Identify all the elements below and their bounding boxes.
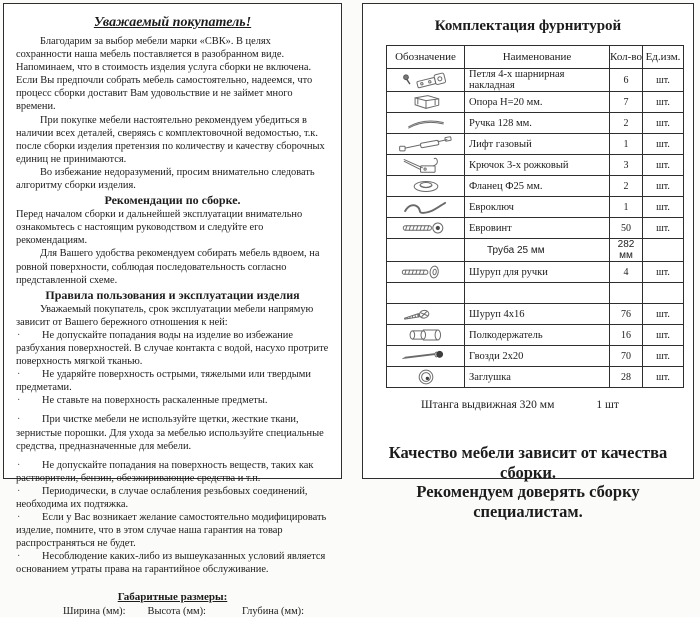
table-row	[387, 262, 684, 283]
table-row	[387, 69, 684, 92]
page-title: Уважаемый покупатель!	[93, 15, 252, 30]
item-name: Труба 25 мм	[465, 239, 610, 262]
bullet-marker: ·	[17, 369, 21, 381]
extra-item-name: Штанга выдвижная 320 мм	[421, 399, 555, 411]
item-unit	[643, 283, 684, 304]
table-row	[387, 218, 684, 239]
rule-item	[16, 394, 329, 407]
item-qty: 76	[610, 304, 643, 325]
gas-lift-icon	[387, 134, 465, 155]
rule-item	[16, 329, 329, 368]
table-row	[387, 325, 684, 346]
bullet-marker: ·	[17, 414, 21, 426]
table-row	[387, 346, 684, 367]
left-page-body	[16, 35, 329, 577]
item-unit: шт.	[643, 92, 684, 113]
table-row	[387, 283, 684, 304]
empty-icon-cell	[387, 283, 465, 304]
item-unit: шт.	[643, 176, 684, 197]
item-name: Фланец Ф25 мм.	[465, 176, 610, 197]
item-qty: 50	[610, 218, 643, 239]
paragraph: При покупке мебели настоятельно рекомендуем убедиться в наличии всех деталей, сверяясь с комплектовочной ведомостью, т.к. после сборки изделия претензия по количеству и качеству сборочных единиц не принимаются.	[16, 114, 325, 165]
item-qty: 2	[610, 113, 643, 134]
item-unit: шт.	[643, 69, 684, 92]
item-name: Шуруп для ручки	[465, 262, 610, 283]
item-name: Полкодержатель	[465, 325, 610, 346]
bullet-marker: ·	[17, 329, 21, 341]
item-name: Евроключ	[465, 197, 610, 218]
item-qty: 6	[610, 69, 643, 92]
rule-text: Не допускайте попадания воды на изделие во избежание разбухания поверхностей. В случае контакта с водой, насухо протрите поверхность мягкой тканью.	[16, 329, 329, 368]
rule-item	[16, 413, 329, 452]
item-qty: 4	[610, 262, 643, 283]
handle-icon	[387, 113, 465, 134]
item-unit: шт.	[643, 367, 684, 388]
rule-item	[16, 485, 329, 511]
section-heading: Рекомендации по сборке.	[104, 193, 241, 208]
table-row	[387, 176, 684, 197]
item-unit: шт.	[643, 325, 684, 346]
hook-icon	[387, 155, 465, 176]
item-unit: шт.	[643, 134, 684, 155]
item-unit: шт.	[643, 155, 684, 176]
footer-line-2: Рекомендуем доверять сборку специалистам.	[416, 482, 640, 521]
quality-footer	[363, 443, 693, 521]
bullet-marker: ·	[17, 395, 21, 407]
item-unit	[643, 239, 684, 262]
height-label: Высота (мм):	[147, 605, 206, 617]
item-unit: шт.	[643, 218, 684, 239]
hardware-title: Комплектация фурнитурой	[434, 18, 622, 34]
bullet-marker: ·	[17, 551, 21, 563]
depth-label: Глубина (мм):	[241, 605, 304, 617]
table-row	[387, 92, 684, 113]
item-qty: 3	[610, 155, 643, 176]
item-qty: 282 мм	[610, 239, 643, 262]
plug-icon	[387, 367, 465, 388]
item-qty	[610, 283, 643, 304]
rule-text: Периодически, в случае ослабления резьбовых соединений, необходима их подтяжка.	[16, 485, 308, 510]
dimensions-heading: Габаритные размеры:	[117, 590, 228, 603]
item-name: Опора Н=20 мм.	[465, 92, 610, 113]
paragraph: Для Вашего удобства рекомендуем собирать мебель вдвоем, на ровной поверхности, соблюдая последовательность согласно представленной схеме.	[16, 248, 320, 286]
item-qty: 2	[610, 176, 643, 197]
item-qty: 7	[610, 92, 643, 113]
section-heading: Правила пользования и эксплуатации изделия	[45, 287, 300, 302]
rule-text: Несоблюдение каких-либо из вышеуказанных условий является основанием утраты права на гарантийное обслуживание.	[16, 551, 326, 576]
table-row	[387, 197, 684, 218]
col-header-qty: Кол-во	[610, 46, 643, 69]
rule-text: Не ставьте на поверхность раскаленные предметы.	[42, 395, 268, 407]
dimensions-row	[16, 606, 329, 617]
empty-icon-cell	[387, 239, 465, 262]
instruction-page	[3, 3, 342, 617]
bullet-marker: ·	[17, 485, 21, 497]
paragraph: Благодарим за выбор мебели марки «СВК». В целях сохранности наша мебель поставляется в разобранном виде. Напоминаем, что в стоимость изделия услуга сборки не включена. Если Вы предпочли собрать мебель самостоятельно, надеемся, что процесс сборки доставит Вам удовольствие и не займет много времени.	[16, 36, 313, 113]
item-qty: 1	[610, 134, 643, 155]
support-icon	[387, 92, 465, 113]
shelf-pin-icon	[387, 325, 465, 346]
item-name: Шуруп 4х16	[465, 304, 610, 325]
item-unit: шт.	[643, 197, 684, 218]
header-row	[387, 46, 684, 69]
table-row	[387, 155, 684, 176]
item-name: Петля 4-х шарнирная накладная	[465, 69, 610, 92]
item-unit: шт.	[643, 262, 684, 283]
item-name	[465, 283, 610, 304]
rule-text: При чистке мебели не используйте щетки, жесткие ткани, зернистые порошки. Для ухода за мебелью используйте специальные средства, предназначенные для мебели.	[16, 414, 324, 452]
col-header-unit: Ед.изм.	[643, 46, 684, 69]
rule-item	[16, 368, 329, 394]
item-unit: шт.	[643, 113, 684, 134]
item-name: Ручка 128 мм.	[465, 113, 610, 134]
table-row	[387, 304, 684, 325]
col-header-name: Наименование	[465, 46, 610, 69]
hardware-table	[386, 45, 684, 388]
item-name: Лифт газовый	[465, 134, 610, 155]
extra-item-line	[421, 399, 693, 411]
hinge-icon	[387, 69, 465, 92]
paragraph: Уважаемый покупатель, срок эксплуатации мебели напрямую зависит от Вашего бережного отношения к ней:	[16, 303, 314, 328]
extra-item-qty: 1 шт	[596, 399, 619, 411]
item-name: Гвозди 2х20	[465, 346, 610, 367]
width-label: Ширина (мм):	[63, 605, 126, 617]
item-qty: 70	[610, 346, 643, 367]
item-name: Крючок 3-х рожковый	[465, 155, 610, 176]
table-row	[387, 113, 684, 134]
item-unit: шт.	[643, 304, 684, 325]
rule-text: Не ударяйте поверхность острыми, тяжелыми или твердыми предметами.	[16, 369, 311, 394]
footer-line-1: Качество мебели зависит от качества сборки.	[388, 443, 668, 482]
item-qty: 16	[610, 325, 643, 346]
col-header-designation: Обозначение	[387, 46, 465, 69]
rule-text: Если у Вас возникает желание самостоятельно модифицировать изделие, помните, что в этом случае наша гарантия на товар распространяться не будет.	[16, 512, 327, 550]
flange-icon	[387, 176, 465, 197]
hardware-table-header	[387, 46, 684, 69]
table-row	[387, 239, 684, 262]
paragraph: Перед началом сборки и дальнейшей эксплуатации внимательно ознакомьтесь с настоящим руководством и следуйте его рекомендациям.	[16, 209, 303, 247]
bullet-marker: ·	[17, 512, 21, 524]
hardware-table-body	[387, 69, 684, 388]
screw-4x16-icon	[387, 304, 465, 325]
item-unit: шт.	[643, 346, 684, 367]
euro-screw-icon	[387, 218, 465, 239]
handle-screw-icon	[387, 262, 465, 283]
hardware-page	[362, 3, 694, 521]
euro-key-icon	[387, 197, 465, 218]
item-name: Евровинт	[465, 218, 610, 239]
rule-item	[16, 550, 329, 576]
rule-text: Не допускайте попадания на поверхность веществ, таких как растворители, бензин, обезжиривающие средства и т.п.	[16, 459, 314, 484]
item-qty: 28	[610, 367, 643, 388]
bullet-marker: ·	[17, 459, 21, 471]
nail-icon	[387, 346, 465, 367]
rule-item	[16, 459, 329, 485]
rule-item	[16, 511, 329, 550]
item-qty: 1	[610, 197, 643, 218]
table-row	[387, 134, 684, 155]
paragraph: Во избежание недоразумений, просим внимательно следовать алгоритму сборки изделия.	[16, 166, 315, 192]
item-name: Заглушка	[465, 367, 610, 388]
table-row	[387, 367, 684, 388]
